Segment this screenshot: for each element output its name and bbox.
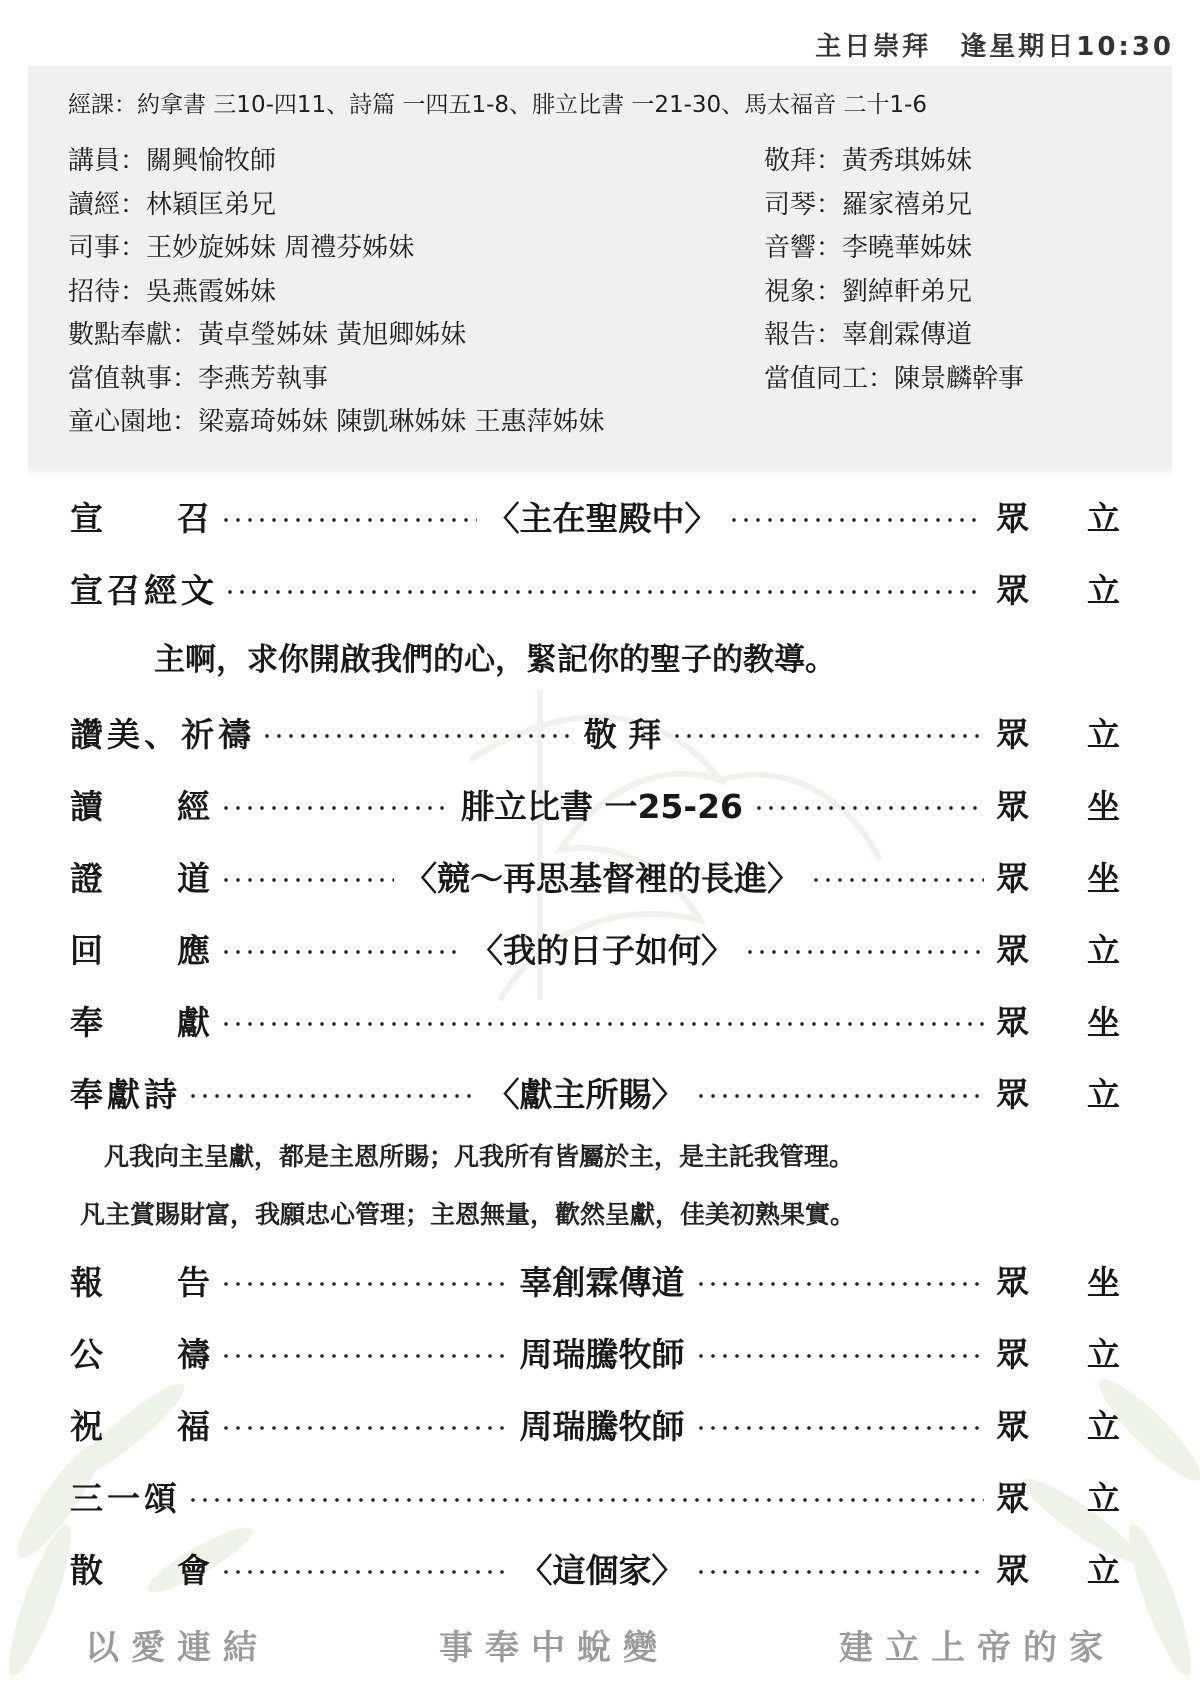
order-item-announcements (70, 1244, 1120, 1316)
roster-right-column (764, 140, 1024, 401)
service-title: 主日崇拜 逢星期日10:30 (815, 32, 1174, 62)
order-item-name: 散 會 (70, 1550, 214, 1590)
roster-item: 視象：劉綽軒弟兄 (764, 276, 973, 307)
order-item-name: 證 道 (70, 858, 214, 898)
motto: 以愛連結 (85, 1628, 269, 1668)
leader-dots (220, 806, 451, 810)
leader-dots (220, 1282, 510, 1286)
roster-left-column (68, 140, 605, 445)
leader-dots (220, 1022, 984, 1026)
order-item-prayer (70, 1316, 1120, 1388)
lectionary: 經課：約拿書 三10-四11、詩篇 一四五1-8、腓立比書 一21-30、馬太福音 二十1-6 (68, 92, 928, 118)
leader-dots (220, 878, 394, 882)
roster-item: 音響：李曉華姊妹 (764, 233, 973, 263)
order-item-detail: 〈主在聖殿中〉 (486, 498, 718, 538)
order-item-detail: 辜創霖傳道 (519, 1262, 685, 1302)
order-item-detail: 〈我的日子如何〉 (470, 930, 734, 970)
roster-item: 招待：吳燕霞姊妹 (68, 276, 277, 307)
order-item-call-verse (70, 552, 1120, 624)
posture: 眾 立 (996, 1478, 1120, 1518)
roster-item: 童心園地：梁嘉琦姊妹 陳凱琳姊妹 王惠萍姊妹 (68, 407, 605, 437)
order-item-response (70, 912, 1120, 984)
order-of-service (70, 480, 1120, 1604)
hymn-lyric-line: 凡我向主呈獻，都是主恩所賜；凡我所有皆屬於主，是主託我管理。 (104, 1142, 855, 1171)
leader-dots (261, 734, 574, 738)
posture: 眾 坐 (996, 1262, 1120, 1302)
order-item-dismissal (70, 1532, 1120, 1604)
order-item-sermon (70, 840, 1120, 912)
posture: 眾 立 (996, 1074, 1120, 1114)
hymn-lyric-line: 凡主賞賜財富，我願忠心管理；主恩無量，歡然呈獻，佳美初熟果實。 (80, 1200, 856, 1229)
order-item-name: 公 禱 (70, 1334, 214, 1374)
order-item-name: 三一頌 (70, 1478, 181, 1518)
posture: 眾 立 (996, 930, 1120, 970)
posture: 眾 坐 (996, 786, 1120, 826)
roster-item: 司事：王妙旋姊妹 周禮芬姊妹 (68, 233, 415, 263)
order-item-detail: 敬 拜 (583, 714, 662, 754)
leader-dots (744, 950, 984, 954)
order-item-name: 讚美、祈禱 (70, 714, 255, 754)
order-item-detail: 〈競～再思基督裡的長進〉 (404, 858, 800, 898)
order-item-detail: 周瑞騰牧師 (519, 1334, 685, 1374)
call-verse-text: 主啊，求你開啟我們的心，緊記你的聖子的教導。 (154, 642, 836, 678)
leader-dots (810, 878, 984, 882)
posture: 眾 立 (996, 1334, 1120, 1374)
leader-dots (695, 1354, 985, 1358)
order-item-detail: 腓立比書 一25-26 (460, 786, 744, 826)
order-item-name: 奉獻詩 (70, 1074, 181, 1114)
leader-dots (220, 1426, 510, 1430)
posture: 眾 立 (996, 498, 1120, 538)
leader-dots (728, 518, 985, 522)
leader-dots (671, 734, 984, 738)
leader-dots (220, 1354, 510, 1358)
posture: 眾 立 (996, 1406, 1120, 1446)
motto: 事奉中蛻變 (439, 1628, 669, 1668)
leader-dots (695, 1426, 985, 1430)
posture: 眾 立 (996, 570, 1120, 610)
order-item-offering (70, 984, 1120, 1056)
order-item-praise (70, 696, 1120, 768)
leader-dots (220, 950, 460, 954)
leader-dots (187, 1498, 984, 1502)
posture: 眾 坐 (996, 1002, 1120, 1042)
leader-dots (695, 1570, 985, 1574)
roster-item: 司琴：羅家禧弟兄 (764, 189, 973, 220)
order-item-name: 宣召經文 (70, 570, 218, 610)
order-item-reading (70, 768, 1120, 840)
order-item-name: 祝 福 (70, 1406, 214, 1446)
roster-item: 講員：關興愉牧師 (68, 146, 277, 176)
order-item-name: 奉 獻 (70, 1002, 214, 1042)
posture: 眾 坐 (996, 858, 1120, 898)
footer-mottos (0, 1620, 1200, 1669)
leader-dots (220, 1570, 510, 1574)
leader-dots (220, 518, 477, 522)
leader-dots (695, 1094, 985, 1098)
roster-item: 敬拜：黃秀琪姊妹 (764, 146, 973, 176)
leader-dots (695, 1282, 985, 1286)
roster-item: 當值同工：陳景麟幹事 (764, 363, 1025, 394)
motto: 建立上帝的家 (839, 1628, 1115, 1668)
order-item-call (70, 480, 1120, 552)
order-item-detail: 〈這個家〉 (519, 1550, 685, 1590)
posture: 眾 立 (996, 1550, 1120, 1590)
posture: 眾 立 (996, 714, 1120, 754)
roster-item: 報告：辜創霖傳道 (764, 320, 973, 350)
order-item-name: 報 告 (70, 1262, 214, 1302)
order-item-doxology (70, 1460, 1120, 1532)
order-item-name: 宣 召 (70, 498, 214, 538)
order-item-name: 回 應 (70, 930, 214, 970)
roster-item: 讀經：林穎匡弟兄 (68, 189, 277, 220)
order-item-detail: 周瑞騰牧師 (519, 1406, 685, 1446)
leader-dots (224, 590, 984, 594)
order-item-benediction (70, 1388, 1120, 1460)
order-item-detail: 〈獻主所賜〉 (486, 1074, 685, 1114)
roster-item: 當值執事：李燕芳執事 (68, 363, 329, 394)
leader-dots (187, 1094, 477, 1098)
leader-dots (753, 806, 984, 810)
roster-item: 數點奉獻：黃卓瑩姊妹 黃旭卿姊妹 (68, 320, 467, 350)
order-item-offering-hymn (70, 1056, 1120, 1128)
order-item-name: 讀 經 (70, 786, 214, 826)
